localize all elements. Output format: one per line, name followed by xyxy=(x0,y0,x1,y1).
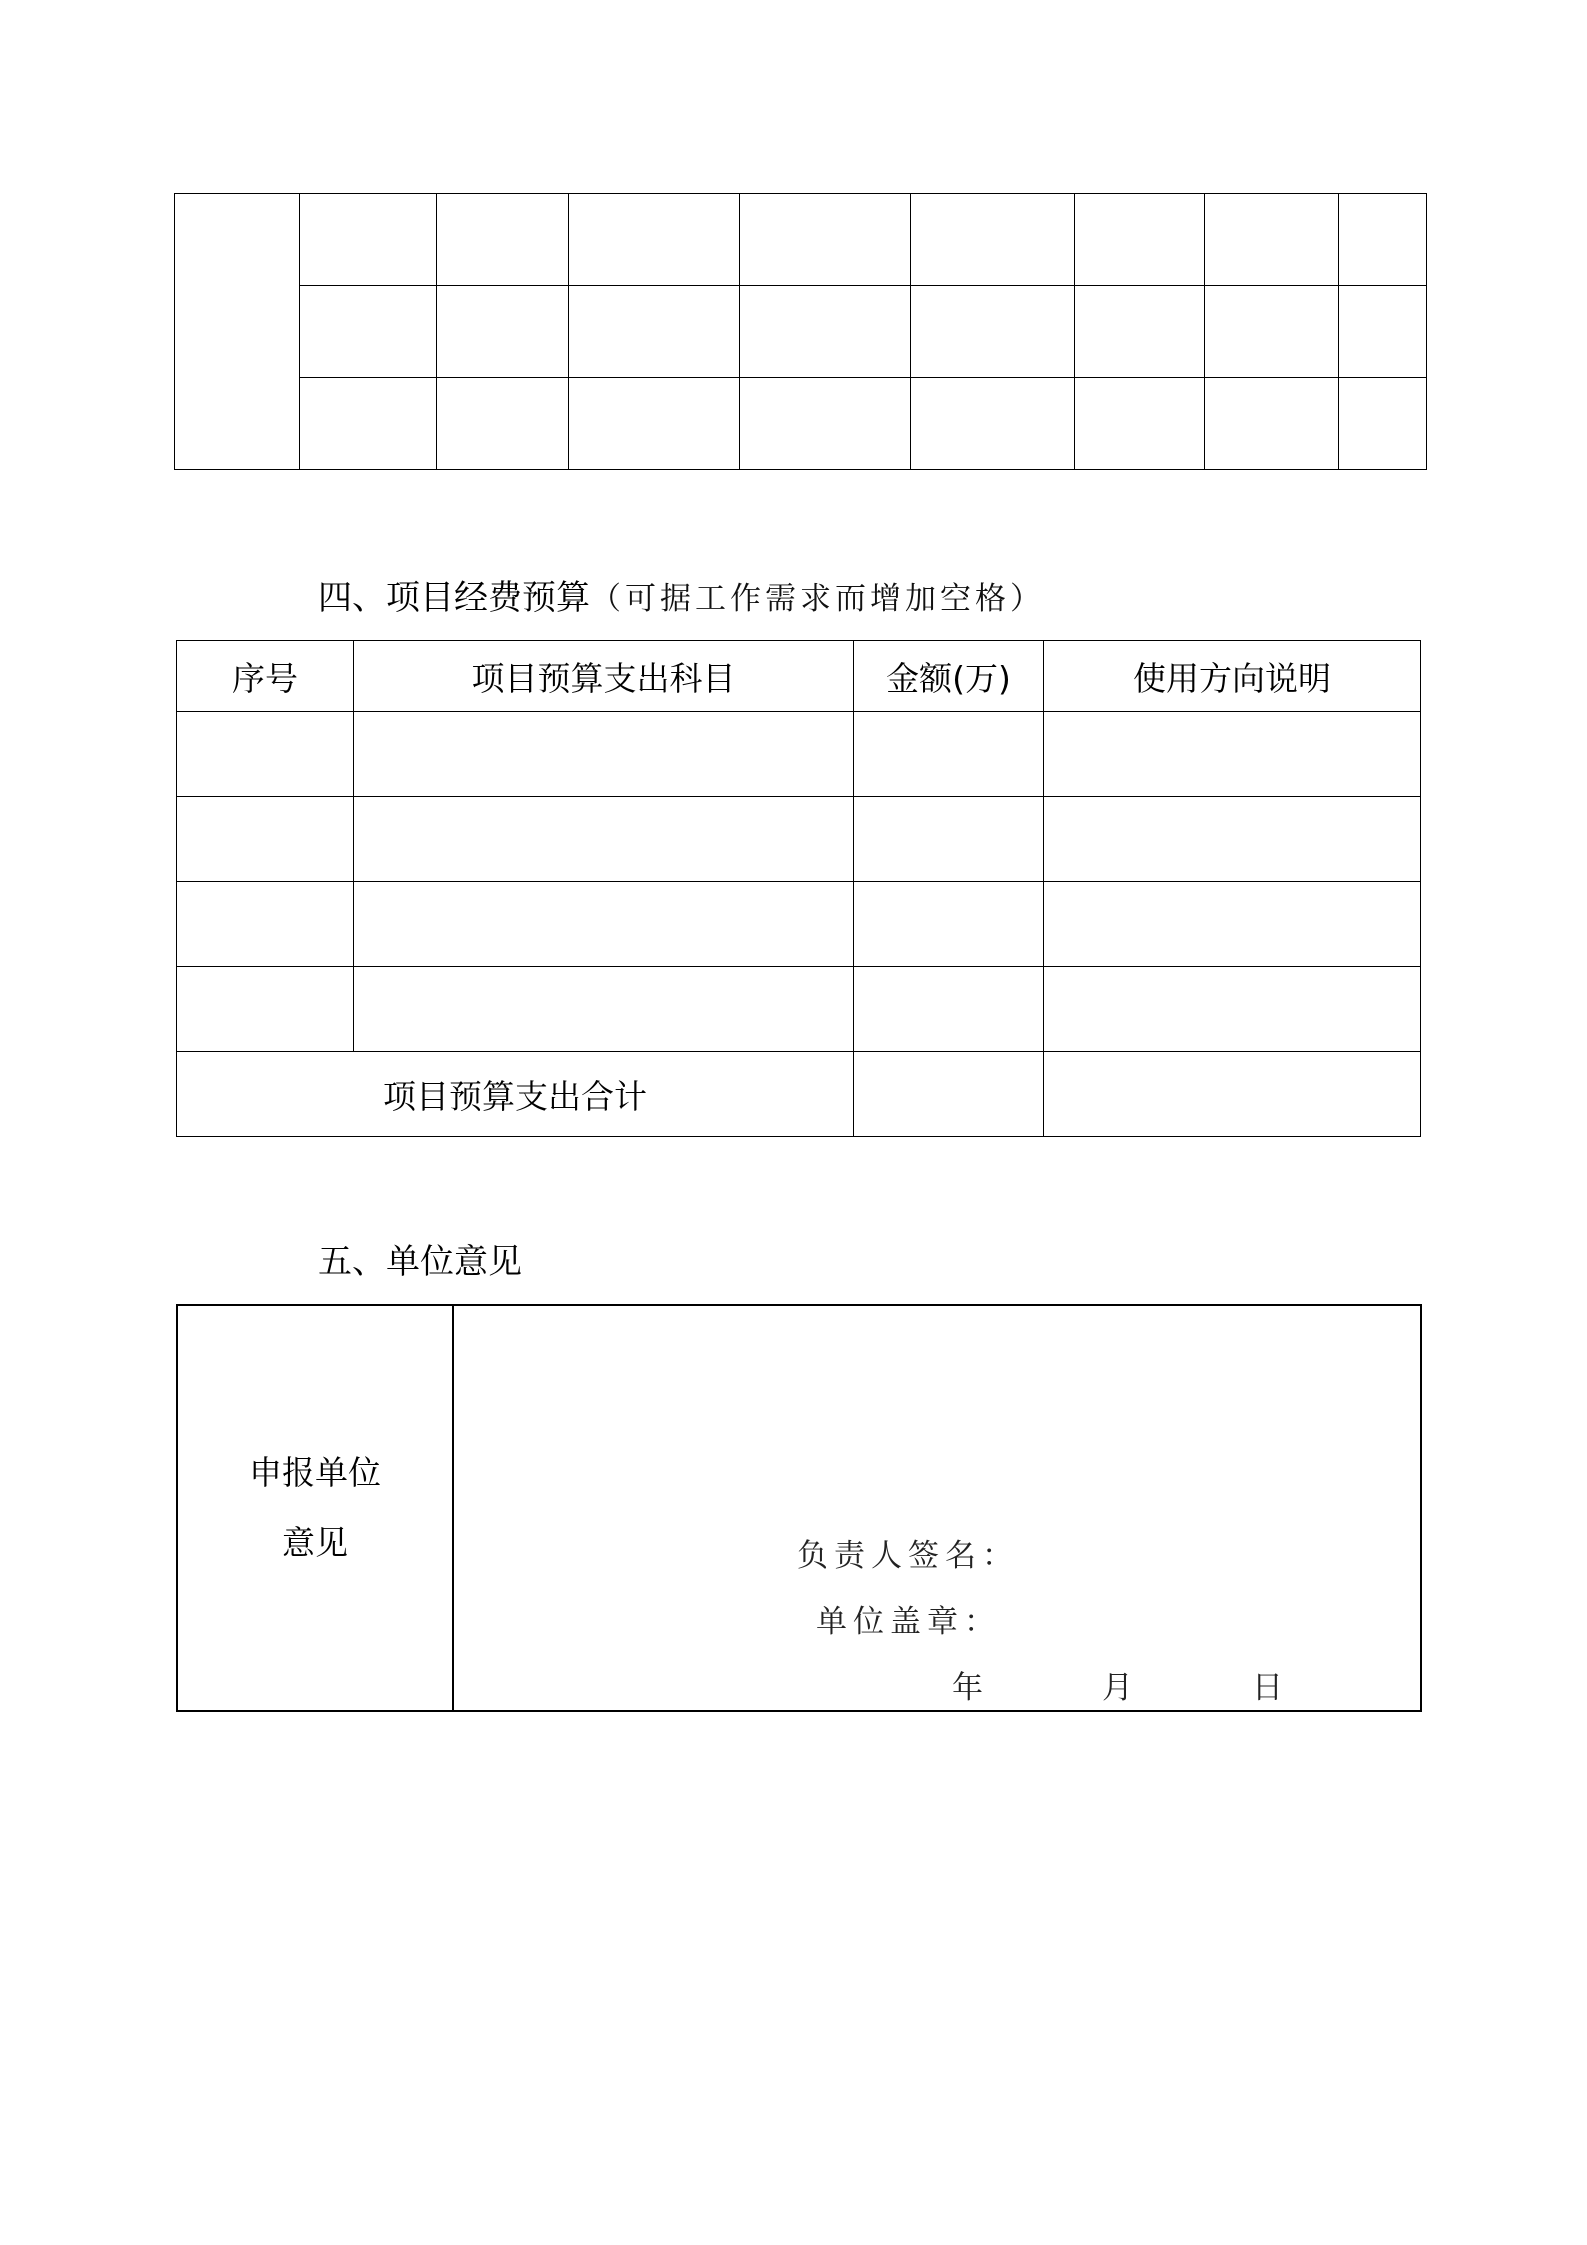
table-cell[interactable] xyxy=(854,882,1044,967)
table-cell xyxy=(569,194,740,286)
seal-label: 单位盖章： xyxy=(816,1604,1001,1640)
table-cell xyxy=(569,378,740,470)
table-cell[interactable] xyxy=(854,967,1044,1052)
month-label: 月 xyxy=(1102,1670,1139,1706)
table-cell[interactable] xyxy=(177,882,354,967)
total-description-cell[interactable] xyxy=(1044,1052,1421,1137)
header-amount: 金额(万) xyxy=(854,641,1044,712)
table-row xyxy=(177,882,1421,967)
table-cell xyxy=(300,194,437,286)
table-row xyxy=(175,378,1427,470)
signature-label: 负责人签名： xyxy=(797,1538,1019,1574)
table-cell xyxy=(1205,194,1339,286)
table-row xyxy=(177,967,1421,1052)
section-4-note: （可据工作需求而增加空格） xyxy=(590,581,1045,617)
table-cell xyxy=(1205,378,1339,470)
budget-header-row xyxy=(177,641,1421,712)
table-cell[interactable] xyxy=(354,712,854,797)
table-cell[interactable] xyxy=(177,967,354,1052)
table-cell xyxy=(300,378,437,470)
table-cell xyxy=(1075,194,1205,286)
table-cell[interactable] xyxy=(854,712,1044,797)
opinion-label-line2: 意见 xyxy=(282,1523,348,1562)
table-cell xyxy=(1075,286,1205,378)
section-4-title: 四、项目经费预算 xyxy=(318,578,590,618)
table-cell xyxy=(569,286,740,378)
table-cell xyxy=(740,286,911,378)
total-label: 项目预算支出合计 xyxy=(177,1052,854,1137)
table-cell xyxy=(911,194,1075,286)
table-cell[interactable] xyxy=(854,797,1044,882)
table-cell[interactable] xyxy=(354,797,854,882)
table-cell[interactable] xyxy=(177,797,354,882)
budget-total-row xyxy=(177,1052,1421,1137)
table-cell xyxy=(437,378,569,470)
header-index: 序号 xyxy=(177,641,354,712)
table-cell xyxy=(1339,378,1427,470)
table-row xyxy=(177,712,1421,797)
previous-section-table xyxy=(174,193,1427,470)
year-label: 年 xyxy=(952,1670,989,1706)
section-4-heading xyxy=(318,578,1045,619)
total-amount-cell[interactable] xyxy=(854,1052,1044,1137)
table-cell xyxy=(437,286,569,378)
table-cell xyxy=(437,194,569,286)
table-row xyxy=(177,797,1421,882)
table-cell xyxy=(1339,194,1427,286)
table-cell xyxy=(1075,378,1205,470)
budget-table xyxy=(176,640,1421,1137)
table-cell[interactable] xyxy=(354,967,854,1052)
table-cell[interactable] xyxy=(1044,882,1421,967)
unit-opinion-table xyxy=(176,1304,1422,1712)
opinion-label-line1: 申报单位 xyxy=(249,1453,381,1492)
table-cell xyxy=(1339,286,1427,378)
header-usage-description: 使用方向说明 xyxy=(1044,641,1421,712)
table-cell[interactable] xyxy=(1044,712,1421,797)
opinion-content-cell[interactable] xyxy=(453,1305,1421,1711)
day-label: 日 xyxy=(1252,1670,1289,1706)
table-cell xyxy=(1205,286,1339,378)
table-cell xyxy=(911,378,1075,470)
table-cell xyxy=(911,286,1075,378)
table-row xyxy=(175,286,1427,378)
table-row xyxy=(177,1305,1421,1711)
table-cell xyxy=(740,378,911,470)
table-cell[interactable] xyxy=(1044,967,1421,1052)
opinion-label-cell xyxy=(177,1305,453,1711)
table-cell xyxy=(740,194,911,286)
merged-cell xyxy=(175,194,300,470)
header-expense-item: 项目预算支出科目 xyxy=(354,641,854,712)
table-cell[interactable] xyxy=(1044,797,1421,882)
table-cell[interactable] xyxy=(354,882,854,967)
table-row xyxy=(175,194,1427,286)
table-cell[interactable] xyxy=(177,712,354,797)
section-5-title: 五、单位意见 xyxy=(318,1242,522,1282)
section-5-heading xyxy=(318,1242,522,1282)
table-cell xyxy=(300,286,437,378)
